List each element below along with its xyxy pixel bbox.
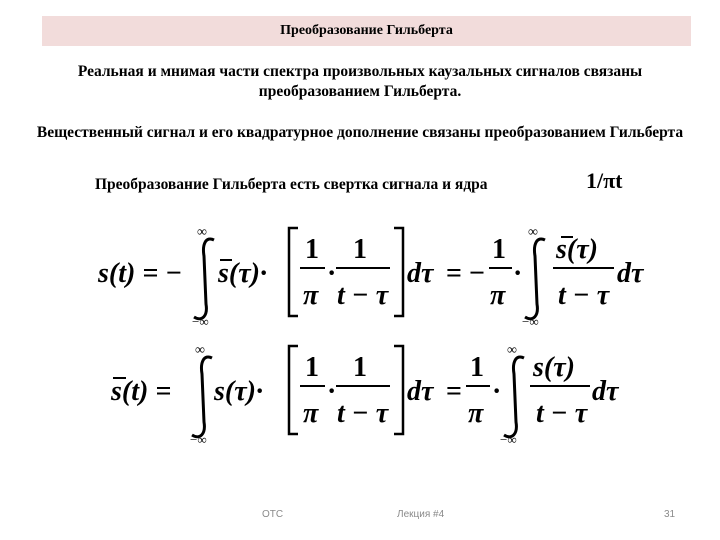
formula2-upper-limit-2: ∞ [507,343,517,358]
formula1-frac1-num: 1 [305,234,319,265]
kernel-expression: 1/πt [586,168,623,193]
right-bracket [394,228,403,316]
slide-title-bar [42,16,691,46]
formula2-upper-limit: ∞ [195,343,205,358]
formula-inverse-svg [0,340,720,450]
formula2-dot: · [327,376,337,407]
formula1-rhs-dot: · [513,258,523,289]
formula1-rhs-den: t − τ [558,280,610,311]
formula2-rhs-pi: π [468,398,484,429]
integral-sign [504,357,524,437]
left-bracket [289,228,298,316]
hilbert-formula-inverse [0,340,720,450]
footer-page-number: 31 [664,509,676,520]
formula1-upper-limit-2: ∞ [528,225,538,240]
right-bracket [394,346,403,434]
formula2-lhs: s(t) = [111,376,172,407]
footer-course: ОТС [262,509,284,520]
left-bracket [289,346,298,434]
formula2-rhs-integrand: s(τ) [533,352,575,383]
formula1-rhs-dtau: dτ [617,258,644,289]
footer-lecture: Лекция #4 [397,509,445,520]
integral-sign [194,239,214,319]
formula2-eq: = [446,376,462,407]
formula-direct-svg [0,222,720,332]
formula1-dtau: dτ [407,258,434,289]
formula1-lower-limit-2: −∞ [522,314,539,329]
paragraph-convolution: Преобразование Гильберта есть свертка сигнала и ядра [95,176,488,193]
formula1-eq: = − [446,258,485,289]
formula1-rhs-integrand: s(τ) [556,234,598,265]
formula2-rhs-num: 1 [470,352,484,383]
formula1-rhs-pi: π [490,280,506,311]
formula2-dtau: dτ [407,376,434,407]
formula1-upper-limit: ∞ [197,225,207,240]
slide-title: Преобразование Гильберта [280,23,453,38]
formula1-rhs-num: 1 [492,234,506,265]
formula2-rhs-den: t − τ [536,398,588,429]
formula1-lower-limit: −∞ [192,314,209,329]
formula2-integrand: s(τ)· [214,376,263,407]
formula2-lower-limit-2: −∞ [500,432,517,447]
formula2-frac2-den: t − τ [337,398,389,429]
integral-sign [525,239,545,319]
paragraph-spectrum: Реальная и мнимая части спектра произвольных каузальных сигналов связаны преобразованием Гильберта. [77,63,643,100]
formula1-frac2-den: t − τ [337,280,389,311]
formula1-lhs: s(t) = − [98,258,183,289]
formula2-rhs-dot: · [492,376,502,407]
formula1-integrand: s(τ)· [218,258,267,289]
formula1-frac1-den: π [303,280,319,311]
paragraph-quadrature: Вещественный сигнал и его квадратурное дополнение связаны преобразованием Гильберта [36,124,684,141]
formula1-dot: · [327,258,337,289]
integral-sign [192,357,212,437]
formula2-frac2-num: 1 [353,352,367,383]
formula2-rhs-dtau: dτ [592,376,619,407]
formula1-frac2-num: 1 [353,234,367,265]
formula2-lower-limit: −∞ [190,432,207,447]
formula2-frac1-num: 1 [305,352,319,383]
formula2-frac1-den: π [303,398,319,429]
hilbert-formula-direct [0,222,720,332]
